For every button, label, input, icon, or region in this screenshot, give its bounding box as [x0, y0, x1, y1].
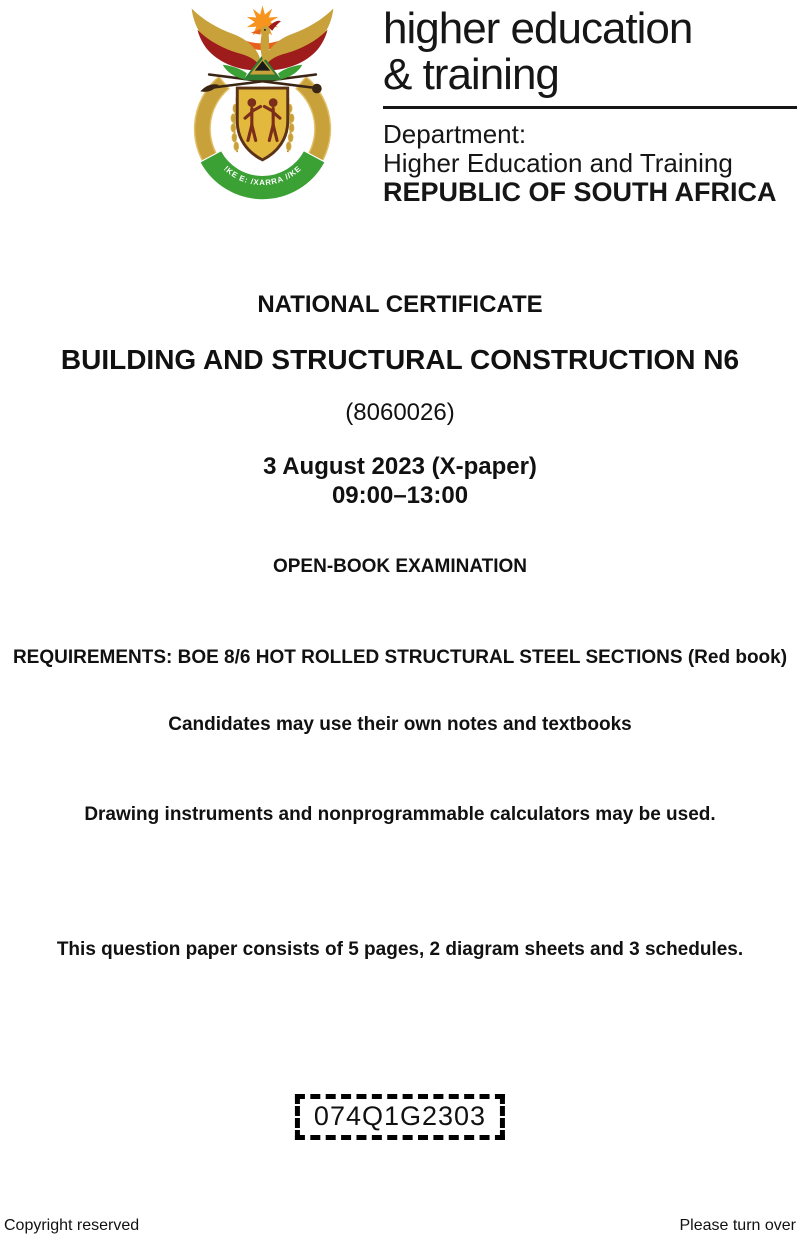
logo-country: REPUBLIC OF SOUTH AFRICA: [383, 177, 777, 207]
requirements-line: REQUIREMENTS: BOE 8/6 HOT ROLLED STRUCTURAL STEEL SECTIONS (Red book): [12, 647, 788, 668]
instruments-line: Drawing instruments and nonprogrammable calculators may be used.: [84, 804, 716, 825]
logo-wordmark-line2: & training: [383, 50, 559, 99]
exam-date: 3 August 2023 (X-paper): [263, 453, 537, 480]
subject-title: BUILDING AND STRUCTURAL CONSTRUCTION N6: [60, 344, 740, 375]
paper-contents-line: This question paper consists of 5 pages, 2 diagram sheets and 3 schedules.: [56, 939, 744, 960]
footer-copyright: Copyright reserved: [4, 1217, 140, 1234]
notes-allowed-line: Candidates may use their own notes and textbooks: [168, 714, 632, 735]
certificate-title: NATIONAL CERTIFICATE: [257, 291, 543, 318]
coat-of-arms-icon: [180, 3, 345, 210]
subject-code: (8060026): [345, 399, 455, 426]
exam-time: 09:00–13:00: [331, 482, 469, 509]
logo-divider: [383, 106, 797, 109]
logo-wordmark: [383, 6, 797, 98]
footer-turn-over: Please turn over: [679, 1217, 796, 1234]
exam-type: OPEN-BOOK EXAMINATION: [272, 556, 528, 577]
logo-department-name: Higher Education and Training: [383, 148, 733, 178]
arms-shield: [237, 88, 287, 160]
logo-department-label: Department:: [383, 119, 527, 149]
logo-wordmark-line1: higher education: [383, 4, 693, 53]
arms-motto: !KE E: /XARRA //KE: [221, 163, 304, 188]
paper-number-box: [295, 1094, 505, 1140]
paper-number: 074Q1G2303: [313, 1101, 487, 1131]
logo-text-block: [383, 6, 797, 207]
